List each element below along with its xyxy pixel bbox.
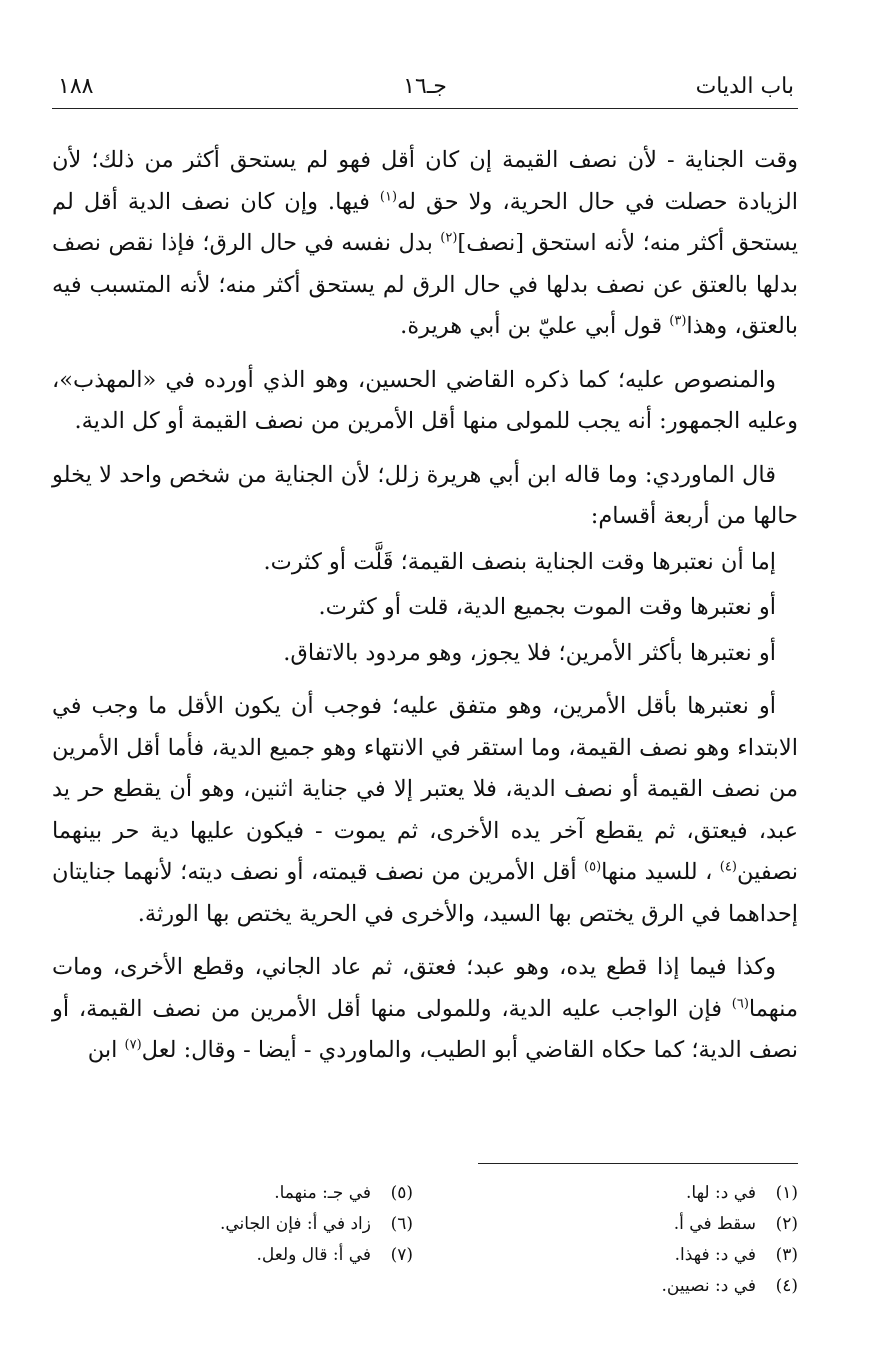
page-number: ١٨٨ xyxy=(58,74,94,99)
chapter-title: باب الديات xyxy=(695,74,794,99)
page-header xyxy=(52,68,798,106)
footnote-reference: (٦) xyxy=(731,996,749,1011)
footnote: (٢)سقط في أ. xyxy=(673,1214,798,1234)
list-item: إما أن نعتبرها وقت الجناية بنصف القيمة؛ قَلَّت أو كثرت. xyxy=(263,548,776,575)
book-page xyxy=(52,68,799,1296)
paragraph: والمنصوص عليه؛ كما ذكره القاضي الحسين، وهو الذي أورده في «المهذب»، وعليه الجمهور: أنه يجب للمولى منها أقل الأمرين من نصف القيمة أو كل الدية. xyxy=(52,366,798,434)
list-item: أو نعتبرها وقت الموت بجميع الدية، قلت أو كثرت. xyxy=(318,594,776,620)
volume-number: جـ١٦ xyxy=(403,74,447,99)
footnote-reference: (٤) xyxy=(719,859,737,875)
paragraph: وكذا فيما إذا قطع يده، وهو عبد؛ فعتق، ثم عاد الجاني، وقطع الأخرى، ومات منهما$^{(٦)}$ فإن الواجب عليه الدية، وللمولى منها أقل الأمرين من نصف القيمة، أو نصف الدية؛ كما حكاه القاضي أبو الطيب، والماوردي - أيضا - وقال: لعل$^{(٧)}$ ابن xyxy=(52,954,798,1063)
footnote-reference: (٢) xyxy=(440,230,458,246)
footnote-reference: (١) xyxy=(379,189,398,204)
footnotes-right-column xyxy=(458,1178,798,1302)
paragraph: وقت الجناية - لأن نصف القيمة إن كان أقل فهو لم يستحق أكثر من ذلك؛ لأن الزيادة حصلت في حال الحرية، ولا حق له$^{(١)}$ فيها. وإن كان نصف الدية أقل لم يستحق أكثر منه؛ لأنه استحق [نصف]$^{(٢)}$ بدل نفسه في حال الرق؛ فإذا نقص نصف بدلها بالعتق عن نصف بدلها في حال الرق لم يستحق أكثر منه؛ لأنه المتسبب فيه بالعتق، وهذا$^{(٣)}$ قول أبي عليّ بن أبي هريرة. xyxy=(52,147,798,339)
paragraph: قال الماوردي: وما قاله ابن أبي هريرة زلل؛ لأن الجناية من شخص واحد لا يخلو حالها من أربعة أقسام: xyxy=(52,461,798,529)
paragraph: أو نعتبرها بأقل الأمرين، وهو متفق عليه؛ فوجب أن يكون الأقل ما وجب في الابتداء وهو نصف القيمة، وما استقر في الانتهاء وهو جميع الدية، فأما أقل الأمرين من نصف القيمة أو نصف الدية، فلا يعتبر إلا في جناية اثنين، وهو أن يقطع حر يد عبد، فيعتق، ثم يقطع آخر يده الأخرى، ثم يموت - فيكون عليها دية حر بينهما نصفين$^{(٤)}$ ، للسيد منها$^{(٥)}$ أقل الأمرين من نصف قيمته، أو نصف ديته؛ لأنهما جنايتان إحداهما في الرق يختص بها السيد، والأخرى في الحرية يختص بها الورثة. xyxy=(52,693,799,927)
footnote-reference: (٣) xyxy=(669,313,687,329)
footnote: (١)في د: لها. xyxy=(685,1183,798,1203)
footnote: (٧)في أ: قال ولعل. xyxy=(256,1245,413,1265)
header-divider xyxy=(52,108,798,109)
footnote-divider xyxy=(478,1163,798,1164)
footnotes-left-column xyxy=(73,1178,413,1271)
footnote: (٣)في د: فهذا. xyxy=(674,1245,798,1265)
footnote: (٥)في جـ: منهما. xyxy=(274,1183,413,1203)
list-item: أو نعتبرها بأكثر الأمرين؛ فلا يجوز، وهو مردود بالاتفاق. xyxy=(283,639,776,666)
main-text xyxy=(52,140,798,1072)
footnote: (٦)زاد في أ: فإن الجاني. xyxy=(219,1214,413,1234)
footnote-reference: (٧) xyxy=(124,1037,142,1053)
footnote-reference: (٥) xyxy=(584,859,602,875)
footnote: (٤)في د: نصيين. xyxy=(661,1276,798,1296)
